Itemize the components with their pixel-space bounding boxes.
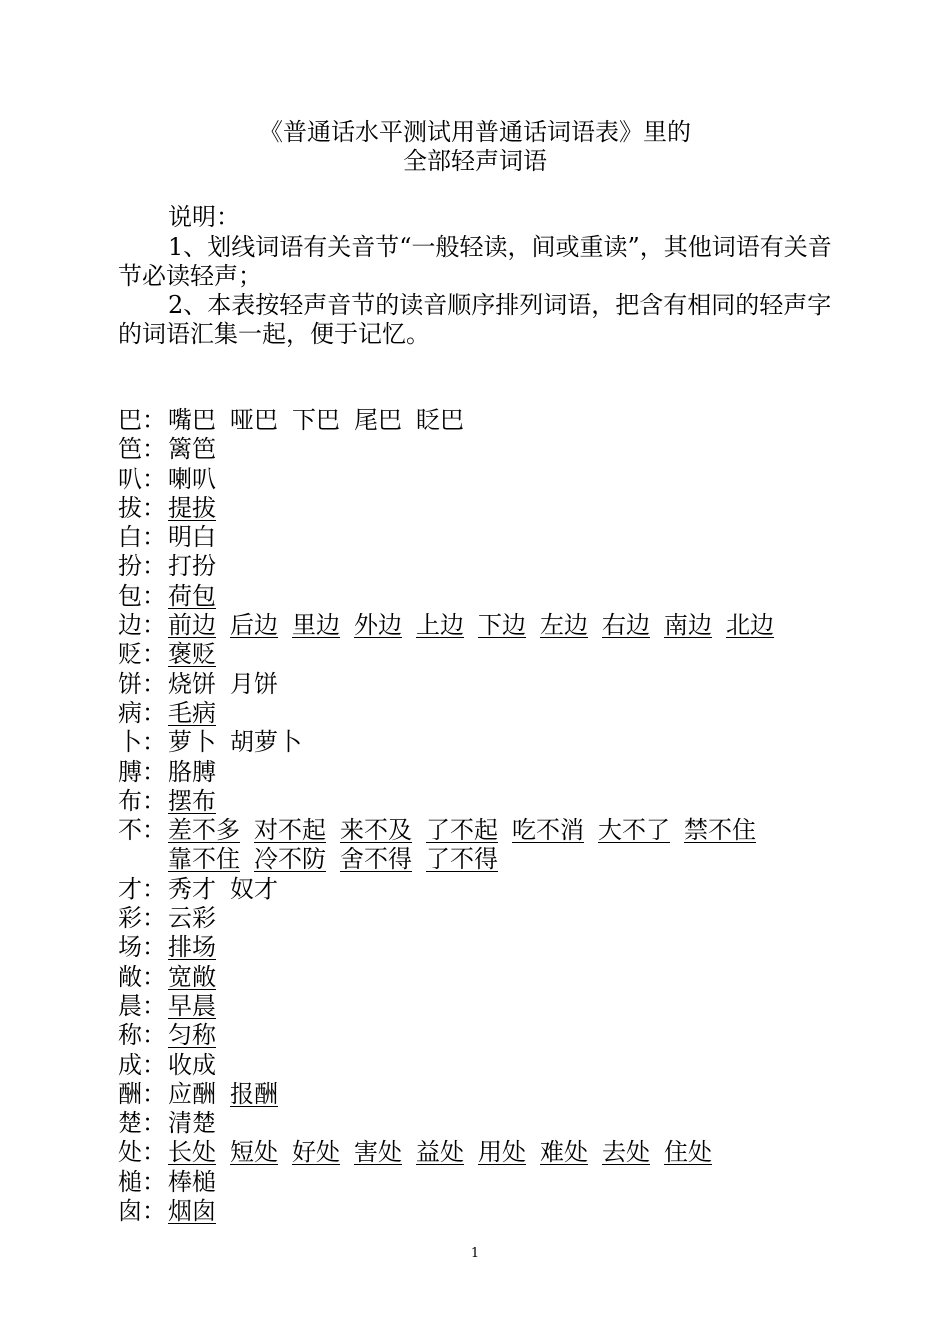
entry-head-char: 才： [118, 874, 166, 903]
entry-head-char: 笆： [118, 435, 166, 464]
list-item [118, 816, 848, 845]
underlined-word: 前边 [168, 611, 216, 640]
underlined-word: 长处 [168, 1138, 216, 1167]
notes-item-1: 1、划线词语有关音节“一般轻读，间或重读”，其他词语有关音节必读轻声； [118, 233, 832, 290]
underlined-word: 北边 [726, 611, 774, 640]
underlined-word: 提拔 [168, 493, 216, 522]
word: 哑巴 [230, 406, 278, 434]
entry-head-char: 饼： [118, 669, 166, 698]
underlined-word: 冷不防 [254, 845, 326, 874]
underlined-word: 匀称 [168, 1021, 216, 1050]
list-item [118, 728, 848, 757]
list-item [118, 1080, 848, 1109]
list-item [118, 552, 848, 581]
list-item [118, 787, 848, 816]
list-item [118, 875, 848, 904]
entry-head-char: 场： [118, 933, 166, 962]
list-item [118, 845, 848, 874]
underlined-word: 摆布 [168, 786, 216, 815]
underlined-word: 排场 [168, 933, 216, 962]
word: 应酬 [168, 1079, 216, 1108]
word: 胳膊 [168, 757, 216, 786]
underlined-word: 宽敞 [168, 962, 216, 991]
word: 清楚 [168, 1109, 216, 1138]
list-item [118, 933, 848, 962]
underlined-word: 吃不消 [512, 816, 584, 845]
doc-title-line1: 《普通话水平测试用普通话词语表》里的 [259, 118, 691, 146]
list-item [118, 406, 848, 435]
word: 棒槌 [168, 1167, 216, 1196]
notes-heading: 说明： [168, 203, 240, 231]
word: 下巴 [292, 406, 340, 434]
underlined-word: 差不多 [168, 816, 240, 845]
word: 喇叭 [168, 464, 216, 493]
entry-head-char: 不： [118, 816, 166, 845]
underlined-word: 了不起 [426, 816, 498, 845]
underlined-word: 益处 [416, 1138, 464, 1167]
underlined-word: 禁不住 [684, 816, 756, 845]
entry-head-char: 贬： [118, 640, 166, 669]
word: 秀才 [168, 874, 216, 903]
underlined-word: 荷包 [168, 581, 216, 610]
list-item [118, 494, 848, 523]
underlined-word: 毛病 [168, 698, 216, 727]
underlined-word: 住处 [664, 1138, 712, 1167]
underlined-word: 南边 [664, 611, 712, 640]
underlined-word: 舍不得 [340, 845, 412, 874]
entry-head-char: 扮： [118, 552, 166, 581]
entry-head-char: 酬： [118, 1079, 166, 1108]
entry-head-char: 膊： [118, 757, 166, 786]
list-item [118, 670, 848, 699]
list-item [118, 1138, 848, 1167]
entry-head-char: 拔： [118, 493, 166, 522]
entry-head-char: 囱： [118, 1197, 166, 1226]
underlined-word: 里边 [292, 611, 340, 640]
list-item [118, 1021, 848, 1050]
entry-head-char: 包： [118, 581, 166, 610]
entry-head-char: 楚： [118, 1109, 166, 1138]
list-item [118, 758, 848, 787]
underlined-word: 短处 [230, 1138, 278, 1167]
word: 烧饼 [168, 669, 216, 698]
underlined-word: 了不得 [426, 845, 498, 874]
entry-head-char: 叭： [118, 464, 166, 493]
list-item [118, 904, 848, 933]
word: 云彩 [168, 904, 216, 933]
underlined-word: 害处 [354, 1138, 402, 1167]
word-list [118, 406, 848, 1226]
entry-head-char: 布： [118, 786, 166, 815]
word: 胡萝卜 [230, 728, 302, 757]
entry-head-char: 白： [118, 523, 166, 552]
list-item [118, 699, 848, 728]
entry-head-char: 敞： [118, 962, 166, 991]
list-item [118, 523, 848, 552]
underlined-word: 褒贬 [168, 640, 216, 669]
entry-head-char: 成： [118, 1050, 166, 1079]
list-item [118, 1168, 848, 1197]
underlined-word: 右边 [602, 611, 650, 640]
list-item [118, 1109, 848, 1138]
underlined-word: 难处 [540, 1138, 588, 1167]
list-item [118, 465, 848, 494]
underlined-word: 去处 [602, 1138, 650, 1167]
entry-head-char: 处： [118, 1138, 166, 1167]
list-item [118, 992, 848, 1021]
underlined-word: 对不起 [254, 816, 326, 845]
word: 萝卜 [168, 728, 216, 757]
word: 收成 [168, 1050, 216, 1079]
entry-head-char: 晨： [118, 991, 166, 1020]
underlined-word: 报酬 [230, 1079, 278, 1108]
word: 明白 [168, 523, 216, 552]
word: 尾巴 [354, 406, 402, 434]
list-item [118, 963, 848, 992]
doc-title-line2: 全部轻声词语 [403, 147, 547, 175]
entry-head-char: 称： [118, 1021, 166, 1050]
underlined-word: 后边 [230, 611, 278, 640]
list-item [118, 1197, 848, 1226]
underlined-word: 烟囱 [168, 1197, 216, 1226]
word: 打扮 [168, 552, 216, 581]
entry-head-char: 彩： [118, 904, 166, 933]
underlined-word: 早晨 [168, 991, 216, 1020]
entry-head-char: 槌： [118, 1167, 166, 1196]
entry-head-char: 巴： [118, 406, 166, 434]
notes-item-2: 2、本表按轻声音节的读音顺序排列词语，把含有相同的轻声字的词语汇集一起，便于记忆。 [118, 291, 832, 348]
entry-head-char: 边： [118, 611, 166, 640]
word: 月饼 [230, 669, 278, 698]
underlined-word: 靠不住 [168, 845, 240, 874]
page-number: 1 [470, 1246, 480, 1261]
list-item [118, 435, 848, 464]
underlined-word: 上边 [416, 611, 464, 640]
entry-head-char: 卜： [118, 728, 166, 757]
list-item [118, 640, 848, 669]
list-item [118, 611, 848, 640]
word: 篱笆 [168, 435, 216, 464]
underlined-word: 大不了 [598, 816, 670, 845]
list-item [118, 1051, 848, 1080]
underlined-word: 用处 [478, 1138, 526, 1167]
underlined-word: 好处 [292, 1138, 340, 1167]
word: 奴才 [230, 874, 278, 903]
list-item [118, 582, 848, 611]
word: 嘴巴 [168, 406, 216, 434]
underlined-word: 左边 [540, 611, 588, 640]
entry-head-char: 病： [118, 698, 166, 727]
underlined-word: 来不及 [340, 816, 412, 845]
underlined-word: 外边 [354, 611, 402, 640]
underlined-word: 下边 [478, 611, 526, 640]
word: 眨巴 [416, 406, 464, 434]
